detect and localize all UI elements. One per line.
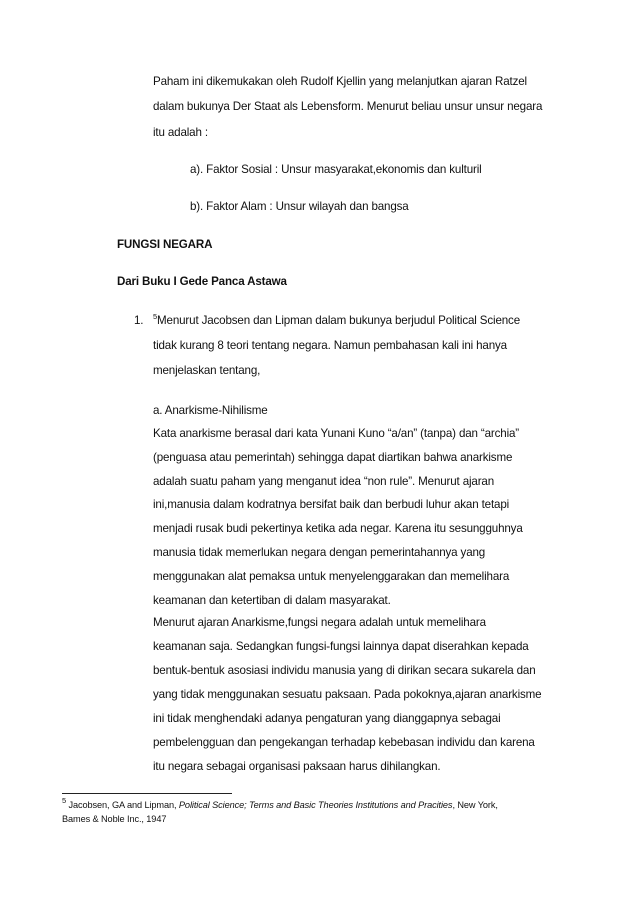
subsection-title: a. Anarkisme-Nihilisme	[153, 404, 268, 417]
body-line: ini tidak menghendaki adanya pengaturan yang dianggapnya sebagai	[153, 712, 501, 725]
intro-line: itu adalah :	[153, 126, 208, 139]
footnote-reference[interactable]: 5	[153, 312, 158, 321]
footnote-separator	[62, 793, 232, 794]
footnote-title: Political Science; Terms and Basic Theories Institutions and Pracities	[178, 800, 453, 810]
body-line: itu negara sebagai organisasi paksaan harus dihilangkan.	[153, 760, 441, 773]
body-line: (penguasa atau pemerintah) sehingga dapat diartikan bahwa anarkisme	[153, 451, 513, 464]
body-line: bentuk-bentuk asosiasi individu manusia yang di dirikan secara sukarela dan	[153, 664, 536, 677]
body-line: ini,manusia dalam kodratnya bersifat baik dan berbudi luhur akan tetapi	[153, 498, 510, 511]
body-line: keamanan saja. Sedangkan fungsi-fungsi lainnya dapat diserahkan kepada	[153, 640, 529, 653]
footnote-line: $^5$ Jacobsen, GA and Lipman, Political Science; Terms and Basic Theories Institutions and Pracities, New York,	[62, 796, 498, 810]
section-heading: FUNGSI NEGARA	[117, 238, 213, 251]
list-number: 1.	[134, 314, 144, 327]
section-subheading: Dari Buku I Gede Panca Astawa	[117, 275, 287, 288]
body-line: manusia tidak memerlukan negara dengan pemerintahannya yang	[153, 546, 486, 559]
factor-a: a). Faktor Sosial : Unsur masyarakat,ekonomis dan kulturil	[190, 163, 482, 176]
item1-line: menjelaskan tentang,	[153, 364, 261, 377]
item1-line: $^5$Menurut Jacobsen dan Lipman dalam bukunya berjudul Political Science	[153, 312, 520, 327]
item1-line: tidak kurang 8 teori tentang negara. Namun pembahasan kali ini hanya	[153, 339, 507, 352]
body-line: yang tidak menggunakan sesuatu paksaan. Pada pokoknya,ajaran anarkisme	[153, 688, 542, 701]
footnote-marker: 5	[62, 796, 67, 805]
intro-line: Paham ini dikemukakan oleh Rudolf Kjellin yang melanjutkan ajaran Ratzel	[153, 75, 527, 88]
footnote-line: Bames & Noble Inc., 1947	[62, 814, 167, 824]
body-line: menggunakan alat pemaksa untuk menyelenggarakan dan memelihara	[153, 570, 510, 583]
body-line: keamanan dan ketertiban di dalam masyarakat.	[153, 594, 391, 607]
body-line: pembelengguan dan pengekangan terhadap kebebasan individu dan karena	[153, 736, 535, 749]
factor-b: b). Faktor Alam : Unsur wilayah dan bangsa	[190, 200, 409, 213]
body-line: adalah suatu paham yang menganut idea “non rule”. Menurut ajaran	[153, 475, 495, 488]
intro-line: dalam bukunya Der Staat als Lebensform. Menurut beliau unsur unsur negara	[153, 100, 543, 113]
body-line: menjadi rusak budi pekertinya ketika ada negar. Karena itu sesungguhnya	[153, 522, 523, 535]
body-line: Menurut ajaran Anarkisme,fungsi negara adalah untuk memelihara	[153, 616, 486, 629]
body-line: Kata anarkisme berasal dari kata Yunani Kuno “a/an” (tanpa) dan “archia”	[153, 427, 520, 440]
